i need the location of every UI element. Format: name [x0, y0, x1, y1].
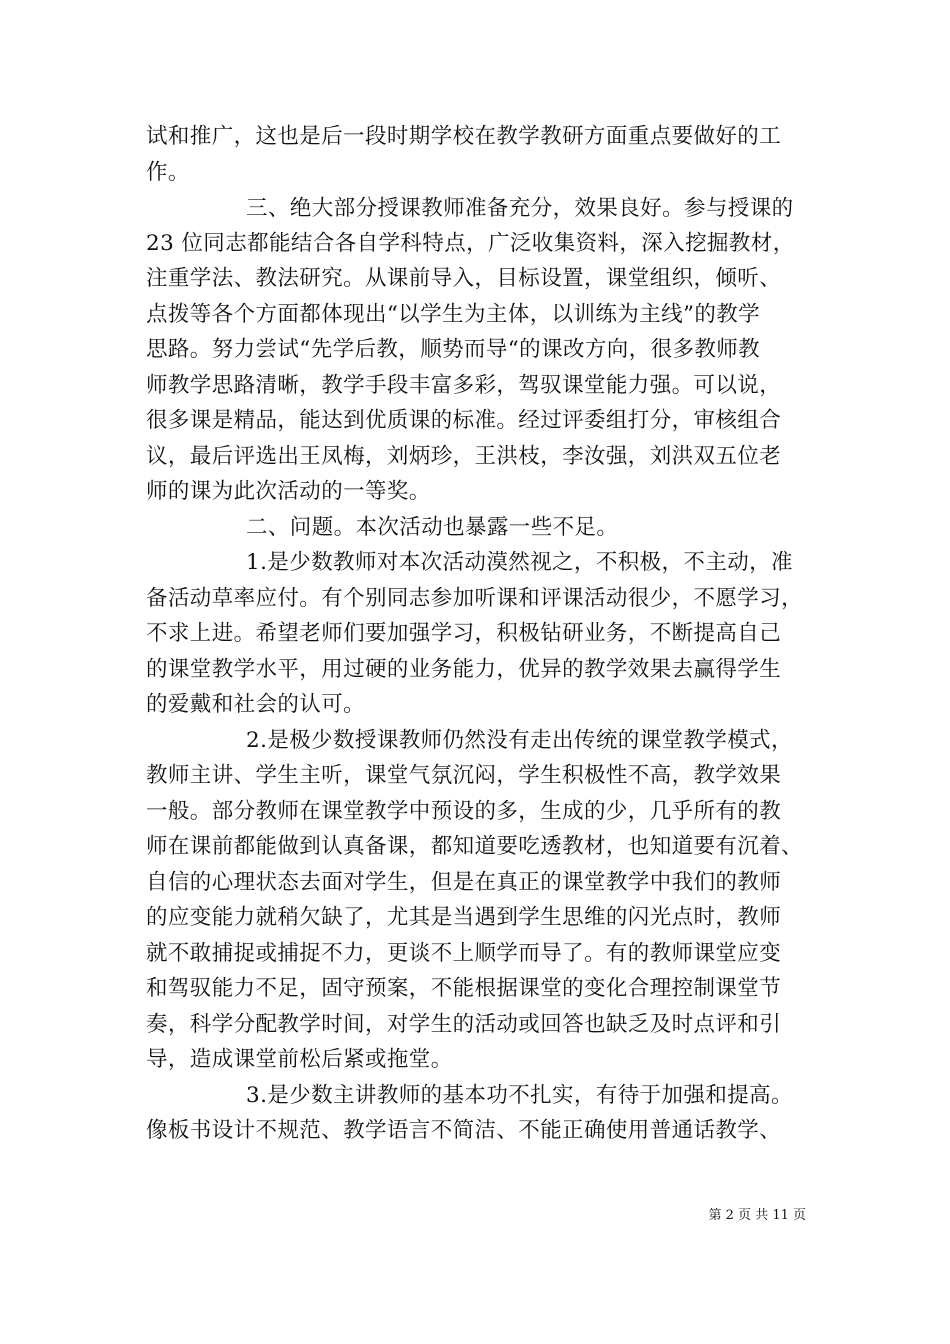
text-line: 像板书设计不规范、教学语言不简洁、不能正确使用普通话教学、 — [146, 1118, 782, 1143]
paragraph-start-line: 2.是极少数授课教师仍然没有走出传统的课堂教学模式， — [246, 728, 793, 753]
text-line: 注重学法、教法研究。从课前导入，目标设置，课堂组织，倾听、 — [146, 266, 782, 291]
paragraph-start-line: 3.是少数主讲教师的基本功不扎实，有待于加强和提高。 — [246, 1083, 793, 1108]
text-line: 师在课前都能做到认真备课，都知道要吃透教材，也知道要有沉着、 — [146, 834, 804, 859]
text-line: 导，造成课堂前松后紧或拖堂。 — [146, 1047, 453, 1072]
text-line: 议，最后评选出王凤梅，刘炳珍，王洪枝，李汝强，刘洪双五位老 — [146, 444, 782, 469]
text-line: 师的课为此次活动的一等奖。 — [146, 479, 431, 504]
text-line: 奏，科学分配教学时间，对学生的活动或回答也缺乏及时点评和引 — [146, 1012, 782, 1037]
text-line: 就不敢捕捉或捕捉不力，更谈不上顺学而导了。有的教师课堂应变 — [146, 941, 782, 966]
text-line: 一般。部分教师在课堂教学中预设的多，生成的少，几乎所有的教 — [146, 799, 782, 824]
text-line: 师教学思路清晰，教学手段丰富多彩，驾驭课堂能力强。可以说， — [146, 373, 782, 398]
text-line: 23 位同志都能结合各自学科特点，广泛收集资料，深入挖掘教材， — [146, 231, 795, 256]
text-line: 不求上进。希望老师们要加强学习，积极钻研业务，不断提高自己 — [146, 621, 782, 646]
text-line: 很多课是精品，能达到优质课的标准。经过评委组打分，审核组合 — [146, 408, 782, 433]
text-line: 点拨等各个方面都体现出“以学生为主体，以训练为主线”的教学 — [146, 302, 761, 327]
paragraph-start-line: 1.是少数教师对本次活动漠然视之，不积极，不主动，准 — [246, 550, 793, 575]
paragraph-start-line: 三、绝大部分授课教师准备充分，效果良好。参与授课的 — [246, 196, 794, 221]
text-line: 试和推广，这也是后一段时期学校在教学教研方面重点要做好的工 — [146, 124, 782, 149]
section-heading: 二、问题。本次活动也暴露一些不足。 — [246, 515, 619, 540]
text-line: 备活动草率应付。有个别同志参加听课和评课活动很少，不愿学习， — [146, 586, 804, 611]
page-number-footer: 第 2 页 共 11 页 — [708, 1208, 806, 1223]
text-line: 教师主讲、学生主听，课堂气氛沉闷，学生积极性不高，教学效果 — [146, 763, 782, 788]
text-line: 的课堂教学水平，用过硬的业务能力，优异的教学效果去赢得学生 — [146, 657, 782, 682]
text-line: 思路。努力尝试“先学后教，顺势而导“的课改方向，很多教师教 — [146, 337, 761, 362]
text-line: 和驾驭能力不足，固守预案，不能根据课堂的变化合理控制课堂节 — [146, 976, 782, 1001]
text-line: 作。 — [146, 160, 190, 185]
text-line: 自信的心理状态去面对学生，但是在真正的课堂教学中我们的教师 — [146, 870, 782, 895]
text-line: 的应变能力就稍欠缺了，尤其是当遇到学生思维的闪光点时，教师 — [146, 905, 782, 930]
text-line: 的爱戴和社会的认可。 — [146, 692, 366, 717]
